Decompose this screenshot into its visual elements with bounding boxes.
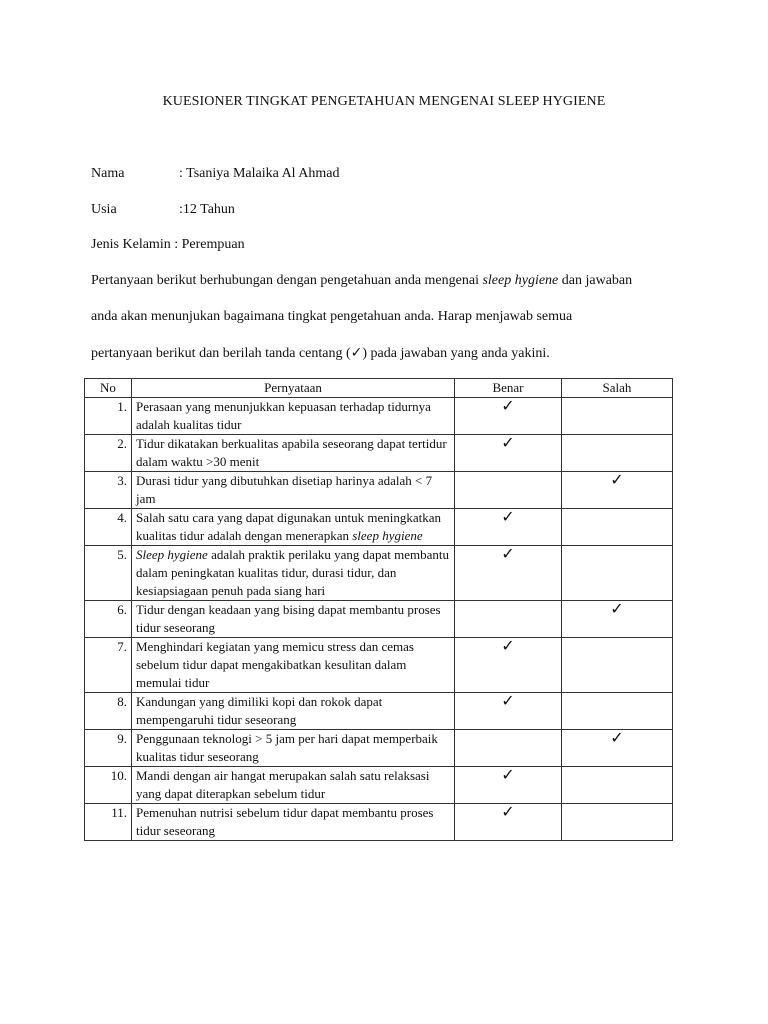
check-icon: ✓ [610,728,624,747]
statement-cell [132,601,455,638]
table-row [85,638,673,693]
statement-cell [132,767,455,804]
statement-text: Perasaan yang menunjukkan kepuasan terhadap tidurnya adalah kualitas tidur [136,399,431,432]
header-salah: Salah [562,379,673,398]
row-number: 6. [85,601,132,638]
salah-cell[interactable] [562,546,673,601]
benar-cell[interactable] [455,398,562,435]
statement-emphasis: sleep hygiene [352,528,423,543]
statement-cell [132,435,455,472]
instruction-line-3 [91,345,691,362]
table-row [85,472,673,509]
instruction-text: Pertanyaan berikut berhubungan dengan pengetahuan anda mengenai [91,273,483,288]
header-benar: Benar [455,379,562,398]
field-jenis-kelamin [91,237,245,253]
table-row [85,693,673,730]
statement-cell [132,398,455,435]
nama-label: Nama [91,166,125,181]
field-nama [91,166,340,182]
row-number: 11. [85,804,132,841]
salah-cell[interactable] [562,509,673,546]
check-icon: ✓ [501,396,515,415]
row-number: 10. [85,767,132,804]
jk-value: : Perempuan [174,237,245,252]
statement-text: adalah praktik perilaku yang dapat membantu dalam peningkatan kualitas tidur, durasi tidur, dan kesiapsiagaan penuh pada siang hari [136,547,449,598]
instruction-emphasis: sleep hygiene [482,273,559,288]
check-icon: ✓ [501,544,515,563]
statement-text: Pemenuhan nutrisi sebelum tidur dapat membantu proses tidur seseorang [136,805,434,838]
benar-cell[interactable] [455,601,562,638]
statement-text: Tidur dikatakan berkualitas apabila seseorang dapat tertidur dalam waktu >30 menit [136,436,447,469]
check-icon: ✓ [501,507,515,526]
statement-text: Kandungan yang dimiliki kopi dan rokok dapat mempengaruhi tidur seseorang [136,694,383,727]
row-number: 3. [85,472,132,509]
statement-cell [132,472,455,509]
check-icon: ✓ [501,691,515,710]
check-icon: ✓ [501,802,515,821]
table-row [85,730,673,767]
table-row [85,435,673,472]
check-icon: ✓ [610,599,624,618]
salah-cell[interactable] [562,804,673,841]
benar-cell[interactable] [455,435,562,472]
table-row [85,601,673,638]
row-number: 7. [85,638,132,693]
statement-text: Penggunaan teknologi > 5 jam per hari dapat memperbaik kualitas tidur seseorang [136,731,438,764]
table-body [85,398,673,841]
table-row [85,546,673,601]
row-number: 9. [85,730,132,767]
row-number: 5. [85,546,132,601]
row-number: 4. [85,509,132,546]
benar-cell[interactable] [455,804,562,841]
instruction-line-2: anda akan menunjukan bagaimana tingkat pengetahuan anda. Harap menjawab semua [91,309,573,324]
table-row [85,398,673,435]
questionnaire-table [84,378,673,841]
benar-cell[interactable] [455,638,562,693]
salah-cell[interactable] [562,638,673,693]
benar-cell[interactable] [455,693,562,730]
statement-cell [132,693,455,730]
usia-value: :12 Tahun [179,202,235,217]
table-row [85,767,673,804]
header-pernyataan: Pernyataan [132,379,455,398]
row-number: 2. [85,435,132,472]
salah-cell[interactable] [562,435,673,472]
salah-cell[interactable] [562,730,673,767]
instruction-text: pertanyaan berikut dan berilah tanda centang ( [91,346,351,361]
statement-text: Mandi dengan air hangat merupakan salah satu relaksasi yang dapat diterapkan sebelum tidur [136,768,430,801]
check-icon: ✓ [501,765,515,784]
check-icon: ✓ [501,433,515,452]
statement-text: Tidur dengan keadaan yang bising dapat membantu proses tidur seseorang [136,602,441,635]
jk-label: Jenis Kelamin [91,237,171,252]
salah-cell[interactable] [562,601,673,638]
table-row [85,804,673,841]
statement-emphasis: Sleep hygiene [136,547,208,562]
check-icon: ✓ [610,470,624,489]
usia-label: Usia [91,202,117,217]
document-title: KUESIONER TINGKAT PENGETAHUAN MENGENAI SLEEP HYGIENE [162,94,606,109]
check-icon: ✓ [501,636,515,655]
statement-cell [132,804,455,841]
benar-cell[interactable] [455,472,562,509]
benar-cell[interactable] [455,509,562,546]
table-row [85,509,673,546]
row-number: 8. [85,693,132,730]
salah-cell[interactable] [562,693,673,730]
table-header-row [85,379,673,398]
instruction-text: ) pada jawaban yang anda yakini. [362,346,550,361]
statement-cell [132,730,455,767]
salah-cell[interactable] [562,472,673,509]
row-number: 1. [85,398,132,435]
check-icon: ✓ [350,345,363,361]
instruction-text: dan jawaban [558,273,633,288]
benar-cell[interactable] [455,730,562,767]
field-usia [91,202,235,218]
salah-cell[interactable] [562,767,673,804]
statement-cell [132,546,455,601]
statement-text: Salah satu cara yang dapat digunakan untuk meningkatkan kualitas tidur adalah dengan menerapkan [136,510,442,543]
nama-value: : Tsaniya Malaika Al Ahmad [179,166,340,181]
instruction-line-1 [91,273,691,289]
statement-cell [132,638,455,693]
statement-cell [132,509,455,546]
header-no: No [85,379,132,398]
benar-cell[interactable] [455,546,562,601]
salah-cell[interactable] [562,398,673,435]
benar-cell[interactable] [455,767,562,804]
statement-text: Durasi tidur yang dibutuhkan disetiap harinya adalah < 7 jam [136,473,433,506]
statement-text: Menghindari kegiatan yang memicu stress dan cemas sebelum tidur dapat mengakibatkan kesulitan dalam memulai tidur [136,639,414,690]
